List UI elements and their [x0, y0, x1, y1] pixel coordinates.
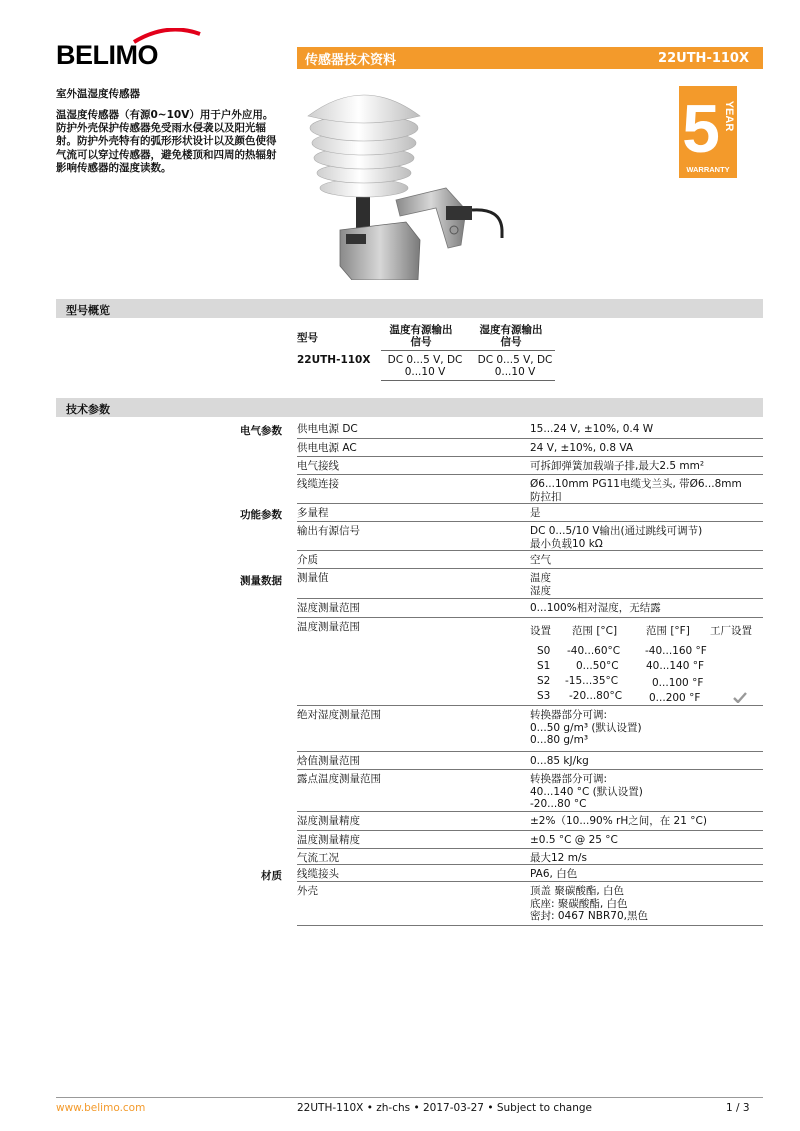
table-row: 测量值 温度 湿度 — [297, 569, 763, 599]
col-hum-header: 湿度有源输出信号 — [479, 324, 543, 348]
model-cell: 22UTH-110X — [297, 354, 371, 366]
table-row: 供电电源 DC 15...24 V, ±10%, 0.4 W — [297, 420, 763, 439]
table-row: 温度测量精度 ±0.5 °C @ 25 °C — [297, 831, 763, 849]
hum-signal-cell: DC 0...5 V, DC 0...10 V — [477, 354, 553, 378]
warranty-label: WARRANTY — [686, 165, 730, 174]
tech-data-section-bar: 技术参数 — [56, 398, 763, 417]
header-underline — [381, 350, 555, 351]
table-row: 介质 空气 — [297, 551, 763, 569]
table-row: 输出有源信号 DC 0...5/10 V输出(通过跳线可调节) 最小负载10 kΩ — [297, 522, 763, 551]
table-row: 露点温度测量范围 转换器部分可调: 40...140 °C (默认设置) -20...80 °C — [297, 770, 763, 812]
table-row: 湿度测量范围 0...100%相对湿度，无结露 — [297, 599, 763, 618]
footer-document-info: 22UTH-110X • zh-chs • 2017-03-27 • Subject to change — [297, 1102, 592, 1114]
footer-page-number: 1 / 3 — [726, 1102, 750, 1114]
temp-signal-cell: DC 0...5 V, DC 0...10 V — [387, 354, 463, 378]
table-row: 线缆连接 Ø6...10mm PG11电缆戈兰头, 带Ø6...8mm 防拉扣 — [297, 475, 763, 504]
group-electric: 电气参数 — [240, 425, 282, 437]
brand-name: BELIMO — [56, 40, 158, 70]
table-row: 绝对湿度测量范围 转换器部分可调: 0...50 g/m³ (默认设置) 0...80 g/m³ — [297, 706, 763, 752]
table-row: 气流工况 最大12 m/s — [297, 849, 763, 865]
table-row: 湿度测量精度 ±2%（10...90% rH之间，在 21 °C) — [297, 812, 763, 831]
group-material: 材质 — [261, 870, 282, 882]
belimo-logo — [56, 40, 158, 71]
model-overview-section-bar: 型号概览 — [56, 299, 763, 318]
document-header — [297, 47, 763, 69]
col-model-header: 型号 — [297, 332, 318, 344]
group-measure: 测量数据 — [240, 575, 282, 587]
product-image — [296, 80, 516, 280]
footer-divider — [56, 1097, 763, 1098]
warranty-year: YEAR — [723, 100, 735, 132]
factory-setting-check-icon — [733, 692, 747, 703]
document-model: 22UTH-110X — [658, 50, 749, 66]
row-underline — [381, 380, 555, 381]
group-function: 功能参数 — [240, 509, 282, 521]
table-row: 电气接线 可拆卸弹簧加载端子排,最大2.5 mm² — [297, 457, 763, 475]
table-row: 外壳 顶盖 聚碳酸酯, 白色 底座: 聚碳酸酯, 白色 密封: 0467 NBR70,黑色 — [297, 882, 763, 926]
table-row: 焓值测量范围 0...85 kJ/kg — [297, 752, 763, 770]
table-row: 供电电源 AC 24 V, ±10%, 0.8 VA — [297, 439, 763, 457]
footer-website-link[interactable]: www.belimo.com — [56, 1102, 146, 1114]
product-subtitle: 室外温湿度传感器 — [56, 88, 140, 100]
table-row: 温度测量范围 设置 范围 [°C] 范围 [°F] 工厂设置 S0 -40...60°C -40...160 °F S1 0...50°C 40...140 °F S2 -15...35°C 0...100 °F S3 -20...80°C 0...200 °F — [297, 618, 763, 706]
table-row: 线缆接头 PA6, 白色 — [297, 865, 763, 882]
col-temp-header: 温度有源输出信号 — [389, 324, 453, 348]
warranty-badge-icon — [679, 86, 737, 178]
document-title: 传感器技术资料 — [305, 52, 397, 68]
logo-swoosh-icon — [132, 28, 202, 44]
warranty-number: 5 — [682, 91, 720, 167]
product-description: 温湿度传感器（有源0~10V）用于户外应用。防护外壳保护传感器免受雨水侵袭以及阳光辐射。防护外壳特有的弧形形状设计以及颜色使得气流可以穿过传感器，避免楼顶和四周的热辐射影响传感器的湿度读数。 — [56, 109, 277, 174]
table-row: 多量程 是 — [297, 504, 763, 522]
